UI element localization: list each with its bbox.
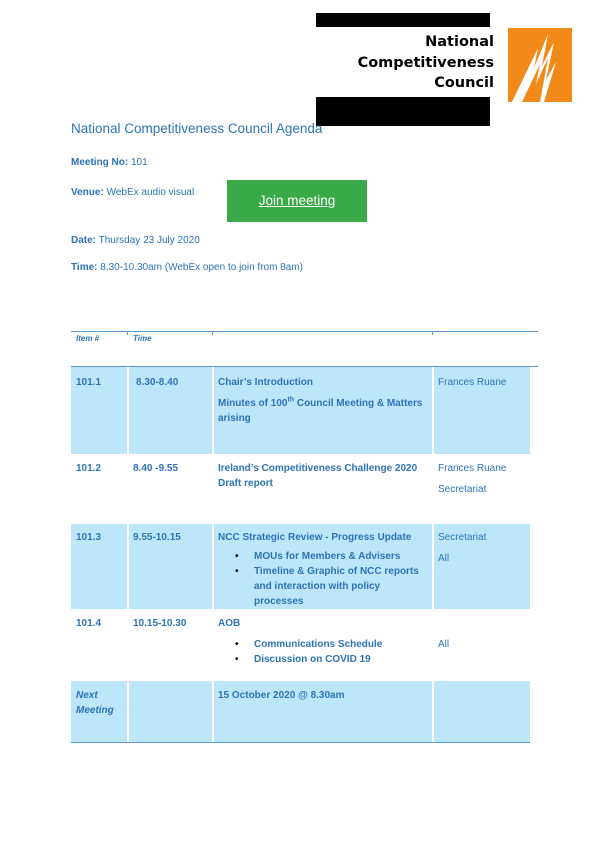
topic-bullet-list bbox=[218, 637, 431, 667]
table-row bbox=[71, 524, 530, 609]
row-item-number: 101.2 bbox=[76, 463, 102, 474]
column-separator bbox=[127, 524, 129, 609]
ncc-flame-logo-icon bbox=[508, 28, 572, 102]
meeting-date bbox=[71, 235, 200, 246]
owner-1: Secretariat bbox=[438, 532, 487, 543]
owner-2: Secretariat bbox=[438, 484, 487, 495]
time-label: Time: bbox=[71, 262, 98, 273]
column-separator bbox=[432, 524, 434, 609]
list-item: • Discussion on COVID 19 bbox=[254, 652, 431, 667]
header-time: Time bbox=[133, 334, 152, 343]
date-value: Thursday 23 July 2020 bbox=[98, 235, 200, 246]
row-owner: All bbox=[438, 639, 450, 650]
topic-sub bbox=[218, 396, 431, 426]
owner-1: Frances Ruane bbox=[438, 463, 507, 474]
header-item-number: Item # bbox=[76, 334, 100, 343]
row-owner bbox=[438, 530, 486, 566]
column-separator bbox=[432, 681, 434, 742]
time-value: 8.30-10.30am (WebEx open to join from 8am) bbox=[100, 262, 303, 273]
header-separator bbox=[212, 331, 213, 335]
page-title: National Competitiveness Council Agenda bbox=[71, 121, 323, 136]
row-topic bbox=[218, 530, 431, 609]
row-topic: 15 October 2020 @ 8.30am bbox=[218, 690, 345, 701]
date-label: Date: bbox=[71, 235, 97, 246]
table-header-top-rule bbox=[71, 331, 538, 332]
row-item-label: Next Meeting bbox=[76, 690, 114, 716]
row-time: 9.55-10.15 bbox=[133, 532, 181, 543]
logo-black-bar-bottom bbox=[316, 97, 490, 126]
row-time: 10.15-10.30 bbox=[133, 618, 187, 629]
venue-label: Venue: bbox=[71, 187, 104, 198]
row-owner bbox=[438, 461, 506, 497]
ordinal-superscript: th bbox=[287, 396, 295, 404]
table-row bbox=[71, 610, 530, 680]
row-item-number: 101.1 bbox=[76, 377, 102, 388]
row-time: 8.40 -9.55 bbox=[133, 463, 179, 474]
row-time: 8.30-8.40 bbox=[136, 377, 179, 388]
meeting-number-label: Meeting No: bbox=[71, 157, 129, 168]
column-separator bbox=[212, 681, 214, 742]
list-item: • Communications Schedule bbox=[254, 637, 431, 652]
logo-line-2: Competitiveness bbox=[357, 54, 494, 71]
column-separator bbox=[127, 681, 129, 742]
table-row bbox=[71, 455, 530, 523]
column-separator bbox=[127, 367, 129, 454]
topic-sub-text: Minutes of 100 bbox=[218, 398, 288, 409]
topic-main: NCC Strategic Review - Progress Update bbox=[218, 532, 412, 543]
topic-main: AOB bbox=[218, 618, 241, 629]
meeting-number-value: 101 bbox=[131, 157, 148, 168]
column-separator bbox=[432, 367, 434, 454]
topic-sub-text-rest: Council Meeting & Matters arising bbox=[218, 398, 423, 424]
row-owner: Frances Ruane bbox=[438, 377, 507, 388]
table-row-next-meeting bbox=[71, 681, 530, 742]
join-meeting-button[interactable]: Join meeting bbox=[227, 180, 367, 222]
column-separator bbox=[212, 367, 214, 454]
topic-main: Chair’s Introduction bbox=[218, 377, 313, 388]
row-topic: Ireland’s Competitiveness Challenge 2020 Draft report bbox=[218, 463, 418, 489]
table-bottom-rule bbox=[71, 742, 530, 743]
column-separator bbox=[212, 524, 214, 609]
logo-line-3: Council bbox=[434, 75, 494, 91]
header-separator bbox=[432, 331, 433, 335]
organisation-logo-text bbox=[316, 32, 494, 94]
list-item: • MOUs for Members & Advisers bbox=[254, 549, 431, 564]
row-topic bbox=[218, 375, 431, 426]
row-item-number: 101.4 bbox=[76, 618, 102, 629]
logo-black-bar-top bbox=[316, 13, 490, 27]
meeting-number bbox=[71, 157, 148, 168]
topic-bullet-list bbox=[218, 549, 431, 609]
header-separator bbox=[127, 331, 128, 335]
table-row bbox=[71, 367, 530, 454]
venue-value: WebEx audio visual bbox=[106, 187, 195, 198]
list-item: • Timeline & Graphic of NCC reports and interaction with policy processes bbox=[254, 564, 431, 609]
row-topic bbox=[218, 616, 431, 667]
owner-2: All bbox=[438, 553, 450, 564]
row-item-number: 101.3 bbox=[76, 532, 102, 543]
venue bbox=[71, 187, 194, 198]
meeting-time bbox=[71, 262, 303, 273]
logo-line-1: National bbox=[425, 34, 494, 50]
